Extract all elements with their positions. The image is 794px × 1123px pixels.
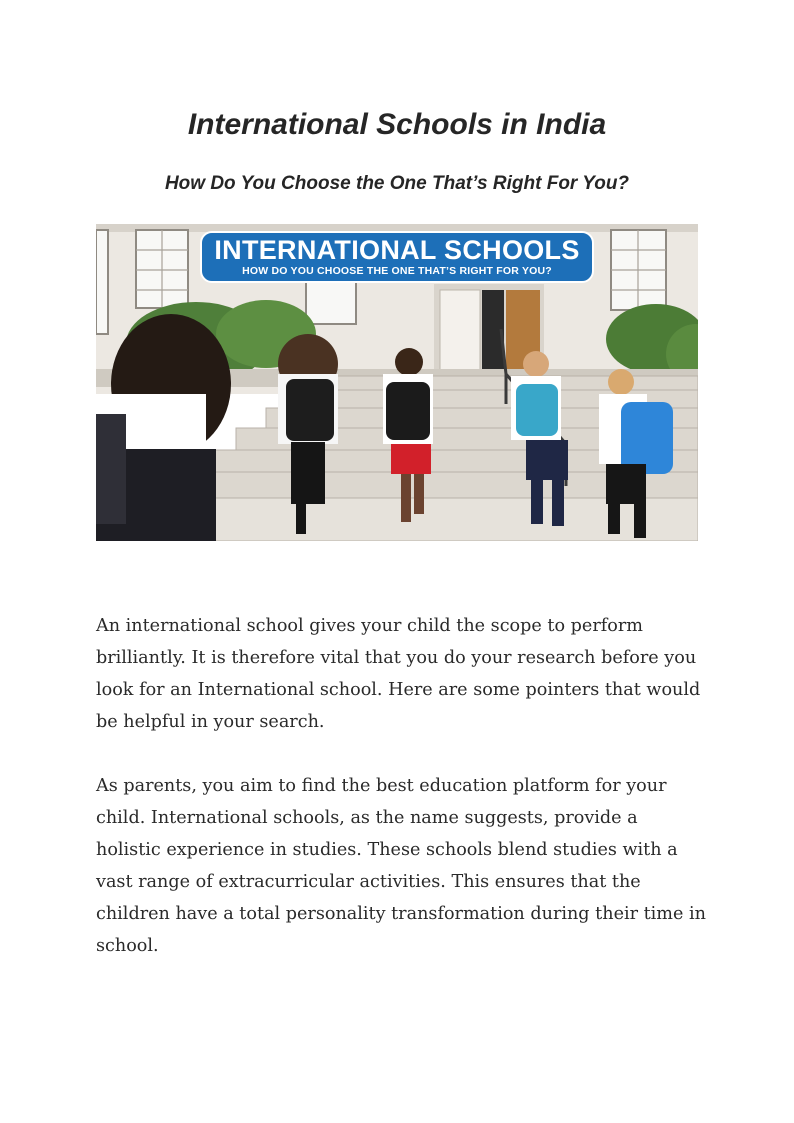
hero-image <box>96 224 698 541</box>
body-paragraph-1: An international school gives your child the scope to perform brilliantly. It is therefore vital that you do your research before you look for an International school. Here are some pointers that would be helpful in your search. <box>96 616 701 732</box>
banner-subtitle: HOW DO YOU CHOOSE THE ONE THAT’S RIGHT FOR YOU? <box>242 265 552 277</box>
document-title: International Schools in India <box>187 108 607 141</box>
banner-title: INTERNATIONAL SCHOOLS <box>214 235 580 265</box>
document-subtitle: How Do You Choose the One That’s Right For You? <box>164 173 630 194</box>
body-paragraph-2: As parents, you aim to find the best education platform for your child. International schools, as the name suggests, provide a holistic experience in studies. These schools blend studies with a vast range of extracurricular activities. This ensures that the children have a total personality transformation during their time in school. <box>96 776 706 956</box>
hero-banner <box>200 231 594 283</box>
